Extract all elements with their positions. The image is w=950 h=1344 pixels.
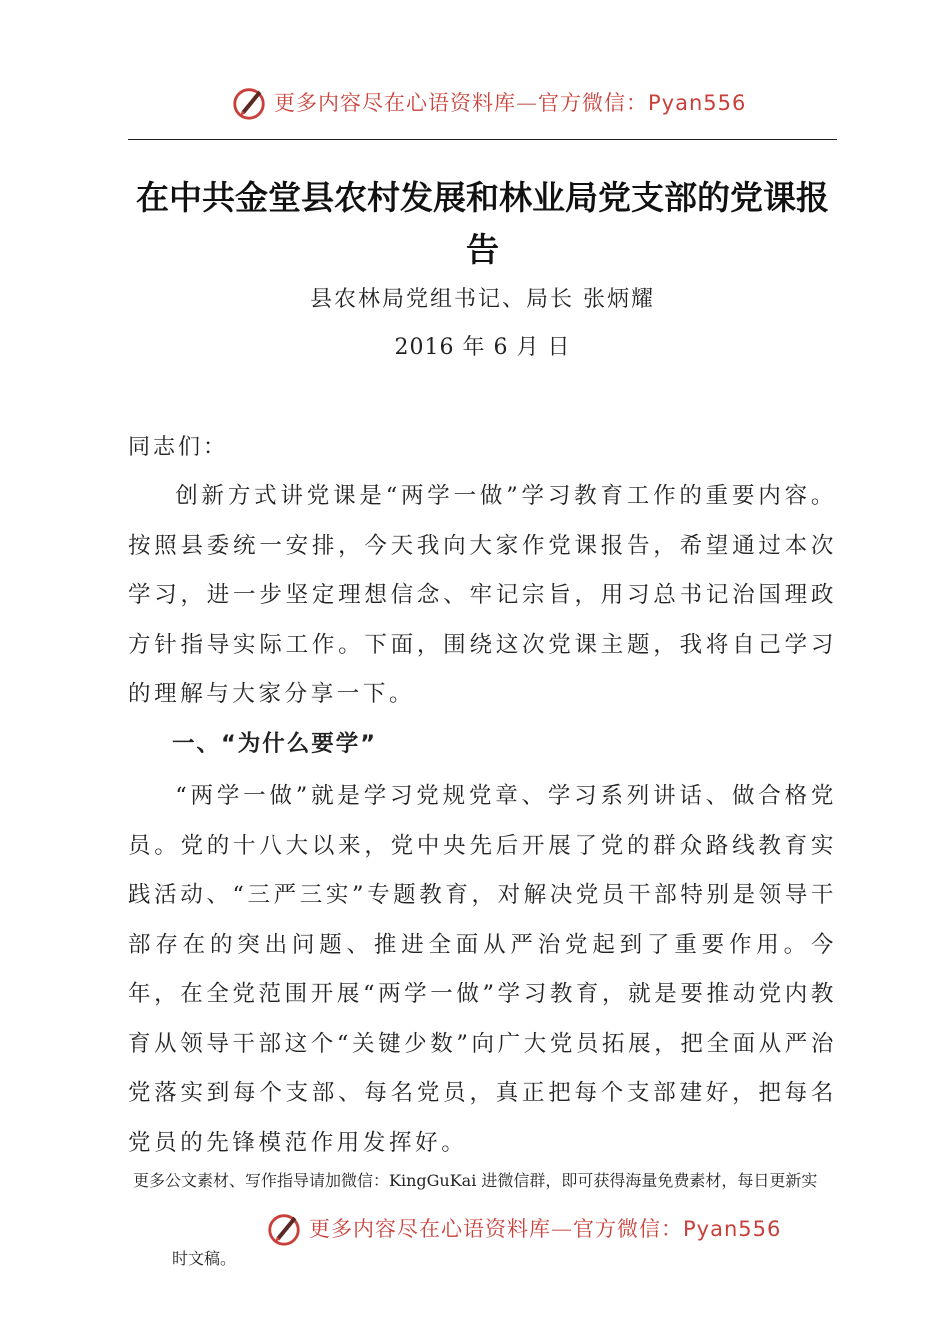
paragraph-section-1: “两学一做”就是学习党规党章、学习系列讲话、做合格党员。党的十八大以来，党中央先后开展了党的群众路线教育实践活动、“三严三实”专题教育，对解决党员干部特别是领导干部存在的突出问题、推进全面从严治党起到了重要作用。今年，在全党范围开展“两学一做”学习教育，就是要推动党内教育从领导干部这个“关键少数”向广大党员拓展，把全面从严治党落实到每个支部、每名党员，真正把每个支部建好，把每名党员的先锋模范作用发挥好。 [128,783,837,1156]
promo-text: 更多公文素材、写作指导请加微信：KingGuKai 进微信群，即可获得海量免费素材，每日更新实 [133,1171,818,1190]
footer-banner-sep: — [551,1217,573,1241]
pen-logo-icon [265,1209,303,1247]
footer-banner [265,1208,781,1248]
header-divider [128,139,837,140]
paragraph-intro: 创新方式讲党课是“两学一做”学习教育工作的重要内容。按照县委统一安排，今天我向大家作党课报告，希望通过本次学习，进一步坚定理想信念、牢记宗旨，用习总书记治国理政方针指导实际工作。下面，围绕这次党课主题，我将自己学习的理解与大家分享一下。 [128,483,837,707]
document-title: 在中共金堂县农村发展和林业局党支部的党课报告 [136,178,829,269]
pen-logo-icon [230,83,268,121]
banner-main: 更多内容尽在心语资料库 [274,91,516,115]
promo-tail: 时文稿。 [172,1249,237,1268]
section-heading-1: 一、“为什么要学” [172,731,378,757]
banner-contact: 官方微信：Pyan556 [538,91,747,115]
banner-text [274,87,746,117]
banner-sep: — [516,91,538,115]
footer-banner-contact: 官方微信：Pyan556 [573,1217,782,1241]
author-byline: 县农林局党组书记、局长 张炳耀 [310,287,655,312]
footer-banner-text [309,1213,781,1243]
header-banner [230,82,746,122]
document-date: 2016 年 6 月 日 [394,335,571,360]
salutation: 同志们： [128,435,229,460]
footer-banner-main: 更多内容尽在心语资料库 [309,1217,551,1241]
